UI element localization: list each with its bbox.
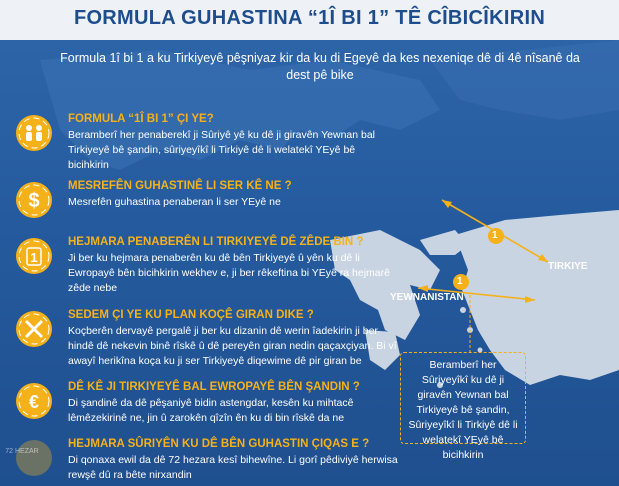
intro-text: Formula 1î bi 1 a ku Tirkiyeyê pêşniyaz kir da ku di Egeyê da kes nexeniqe dê di 4ê nîsanê da dest pê bike [60, 51, 580, 82]
arrowhead-upper-start [442, 200, 452, 208]
item-heading: FORMULA “1Î BI 1” ÇI YE? [68, 113, 214, 125]
item-heading: SEDEM ÇI YE KU PLAN KOÇÊ GIRAN DIKE ? [68, 309, 314, 321]
number-one-icon [14, 236, 54, 276]
item-body: Beramberî her penaberekî ji Sûriyê yê ku dê ji giravên Yewnan bal Tirkiyeyê bê şandin, sûriyeyîkî li Tirkiyê dê li welatekî YEyê bê bicihkirin [68, 129, 376, 171]
item-heading: DÊ KÊ JI TIRKIYEYÊ BAL EWROPAYÊ BÊN ŞANDIN ? [68, 381, 360, 393]
marker-upper-label: 1 [492, 230, 498, 241]
marker-lower-label: 1 [457, 276, 463, 287]
item-body: Ji ber ku hejmara penaberên ku dê bên Tirkiyeyê û yên ku dê li Ewropayê bên bicihkirin wekhev e, ji ber rêkeftina bi YEyê ra hejmarê zêde nebe [68, 252, 390, 294]
number-72-icon [14, 438, 54, 478]
refugees-exchange-icon [14, 113, 54, 153]
item-heading: HEJMARA SÛRIYÊN KU DÊ BÊN GUHASTIN ÇIQAS E ? [68, 438, 370, 450]
island-chios [460, 307, 466, 313]
money-exchange-icon [14, 180, 54, 220]
svg-text:€: € [28, 392, 40, 412]
euro-exchange-icon [14, 381, 54, 421]
item-body: Mesrefên guhastina penaberan li ser YEyê ne [68, 196, 281, 208]
callout-box: Beramberî her Sûriyeyîkî ku dê ji giravên Yewnan bal Tirkiyeyê bê şandin, Sûriyeyîkî li Tirkiyê dê li welatekî YEyê bê bicihkirin [400, 352, 526, 444]
item-body: Di şandinê da dê pêşaniyê bidin astengdar, kesên ku mihtacê lêmêzekirinê ne, jin û zarokên qîzîn ên ku di bin rîskê da ne [68, 397, 354, 424]
item-heading: MESREFÊN GUHASTINÊ LI SER KÊ NE ? [68, 180, 292, 192]
page-title: FORMULA GUHASTINA “1Î BI 1” TÊ CÎBICÎKIRIN [73, 7, 546, 29]
item-body: Koçberên dervayê pergalê ji ber ku dizanin dê werin îadekirin ji ber hindê dê nekevin binê rîskê û dê pereyên giran nedin qaçaxçiyan. Bi vî awayî herikîna koça ku ji ser Tirkiyeyê diqewime dê pir giran be [68, 325, 397, 367]
item-body: Di qonaxa ewil da dê 72 hezara kesî bihewîne. Li gorî pêdiviyê herwisa rewşê dû ra bête nirxandin [68, 454, 398, 481]
svg-text:$: $ [28, 190, 40, 212]
greece-label: YEWNANISTAN [390, 292, 464, 303]
svg-text:1: 1 [30, 250, 38, 265]
item-heading: HEJMARA PENABERÊN LI TIRKIYEYÊ DÊ ZÊDE BIN ? [68, 236, 364, 248]
turkey-label: TIRKIYE [548, 261, 588, 272]
item-count-icon-text: 72 HEZAR [5, 448, 39, 455]
tools-icon [14, 309, 54, 349]
